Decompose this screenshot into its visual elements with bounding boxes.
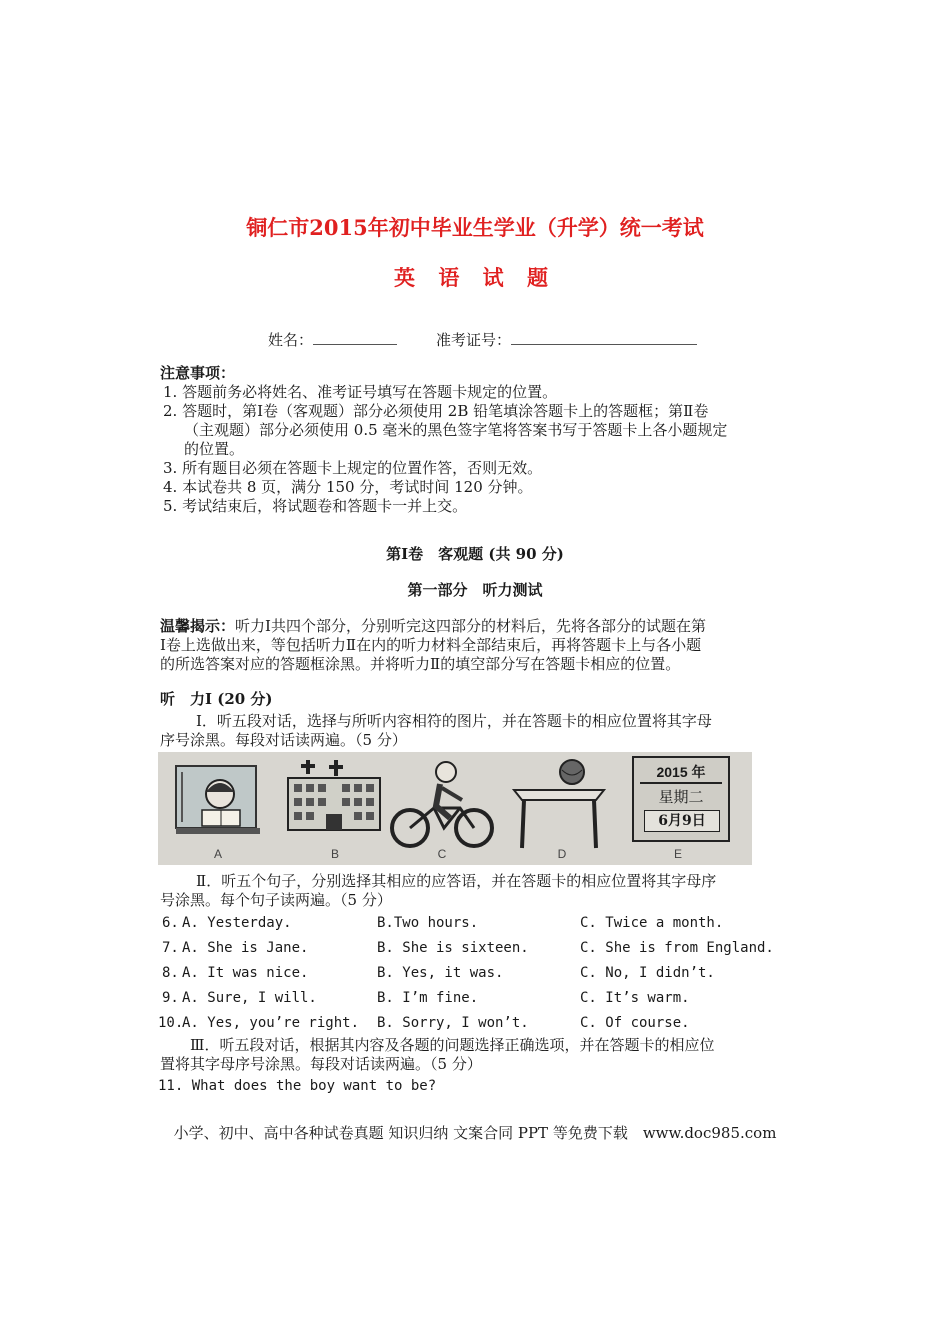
exam-title: 铜仁市2015年初中毕业生学业（升学）统一考试 [246,215,704,240]
notice-item-5: 5. 考试结束后，将试题卷和答题卡一并上交。 [163,497,468,515]
id-field [436,330,697,350]
tip-line-2: Ⅰ卷上选做出来，等包括听力Ⅱ在内的听力材料全部结束后，再将答题卡上与各小题 [160,636,702,654]
picture-c [388,752,500,865]
exam-subtitle: 英 语 试 题 [394,265,556,290]
picture-a [158,752,278,865]
part2-line-2: 号涂黑。每个句子读两遍。（5 分） [160,891,392,909]
id-label: 准考证号： [436,331,512,349]
picture-b-letter: B [330,847,339,861]
name-label: 姓名： [268,331,314,349]
tip-line-1: 温馨揭示：听力Ⅰ共四个部分，分别听完这四部分的材料后，先将各部分的试题在第 [160,617,706,635]
picture-e [620,752,752,865]
picture-d-letter: D [557,847,567,861]
picture-c-letter: C [437,847,447,861]
notice-heading: 注意事项： [160,364,236,382]
section-title: 第一部分 听力测试 [407,581,543,599]
tip-line-3: 的所选答案对应的答题框涂黑。并将听力Ⅱ的填空部分写在答题卡相应的位置。 [160,655,681,673]
picture-d [500,752,620,865]
question-6: 6. A. Yesterday. B.Two hours. C. Twice a month. [162,915,724,931]
picture-a-letter: A [213,847,222,861]
notice-item-3: 3. 所有题目必须在答题卡上规定的位置作答，否则无效。 [163,459,543,477]
picture-e-letter: E [673,847,682,861]
part2-line-1: Ⅱ．听五个句子，分别选择其相应的应答语，并在答题卡的相应位置将其字母序 [196,872,717,890]
name-blank [313,330,397,345]
part3-line-1: Ⅲ．听五段对话，根据其内容及各题的问题选择正确选项，并在答题卡的相应位 [190,1036,715,1054]
part-title: 第Ⅰ卷 客观题 (共 90 分) [386,545,564,563]
notice-item-2: 2. 答题时，第Ⅰ卷（客观题）部分必须使用 2B 铅笔填涂答题卡上的答题框；第Ⅱ卷 [163,402,709,420]
calendar-icon [632,756,730,842]
notice-item-2-line3: 的位置。 [184,440,245,458]
page-footer: 小学、初中、高中各种试卷真题 知识归纳 文案合同 PPT 等免费下载 www.doc985.com [173,1124,777,1142]
part1-line-1: Ⅰ．听五段对话，选择与所听内容相符的图片，并在答题卡的相应位置将其字母 [196,712,712,730]
listening-heading: 听 力Ⅰ (20 分) [160,690,273,708]
notice-item-1: 1. 答题前务必将姓名、准考证号填写在答题卡规定的位置。 [163,383,558,401]
id-blank [511,330,697,345]
calendar-year: 2015 年 [656,764,706,780]
calendar-weekday: 星期二 [658,788,704,806]
tip-label: 温馨揭示： [160,617,236,635]
calendar-date: 6月9日 [644,810,720,832]
picture-b [278,752,388,865]
name-field [268,330,397,350]
picture-strip [158,752,752,865]
notice-item-4: 4. 本试卷共 8 页，满分 150 分，考试时间 120 分钟。 [163,478,533,496]
question-7: 7. A. She is Jane. B. She is sixteen. C. She is from England. [162,940,774,956]
question-10: 10. A. Yes, you’re right. B. Sorry, I won’t. C. Of course. [158,1015,690,1031]
notice-item-2-line2: （主观题）部分必须使用 0.5 毫米的黑色签字笔将答案书写于答题卡上各小题规定 [184,421,728,439]
question-11: 11. What does the boy want to be? [158,1078,437,1094]
question-9: 9. A. Sure, I will. B. I’m fine. C. It’s warm. [162,990,690,1006]
part1-line-2: 序号涂黑。每段对话读两遍。（5 分） [160,731,407,749]
question-8: 8. A. It was nice. B. Yes, it was. C. No, I didn’t. [162,965,715,981]
part3-line-2: 置将其字母序号涂黑。每段对话读两遍。（5 分） [160,1055,482,1073]
